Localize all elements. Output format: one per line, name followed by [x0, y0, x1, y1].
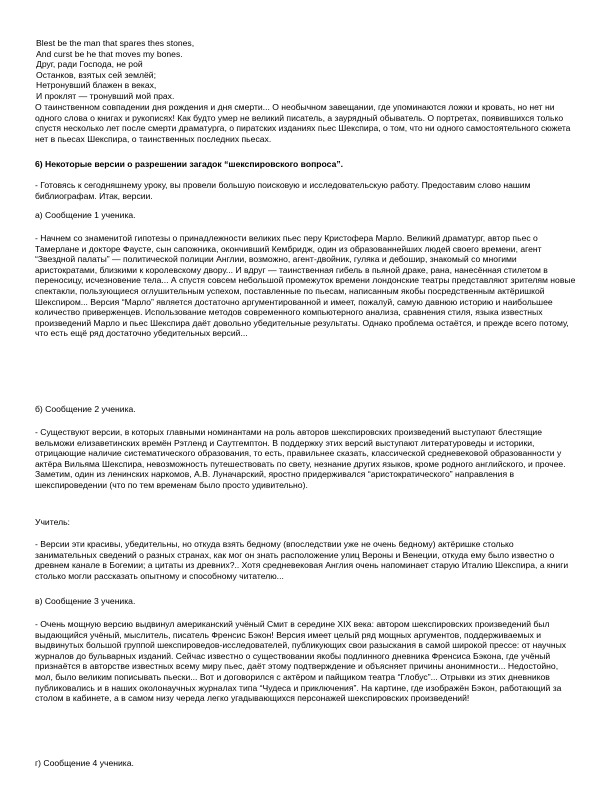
teacher-label: Учитель:: [35, 517, 70, 527]
paragraph-mysteries: О таинственном совпадении дня рождения и дня смерти... О необычном завещании, где упоминаются ложки и кровать, но нет ни одного слова о книгах и рукописях! Как будто умер не великий писатель, а заурядный обыватель. О портретах, появившихся только спустя несколько лет после смерти драматурга, о пиратских изданиях пьес Шекспира, о том, что ни одного самостоятельного сюжета нет в пьесах Шекспира, о таинственных последних пьесах.: [35, 102, 571, 144]
poem-line: And curst be he that moves my bones.: [36, 48, 183, 59]
report-1-heading: а) Сообщение 1 ученика.: [35, 210, 136, 220]
poem-line: Blest be the man that spares thes stones,: [36, 38, 195, 48]
report-3-heading: в) Сообщение 3 ученика.: [35, 596, 136, 606]
section-heading: 6) Некоторые версии о разрешении загадок “шекспировского вопроса”.: [35, 159, 344, 169]
paragraph-rutland: - Существуют версии, в которых главными номинантами на роль авторов шекспировских произведений выступают блестящие вельможи елизаветинских времён Рэтленд и Саутгемптон. В поддержку этих версий выступают литературоведы и историки, отрицающие наличие систематического образования, то есть, правильнее сказать, классической средневековой образованности у актёра Вильяма Шекспира, невозможность путешествовать по свету, незнание других языков, кроме родного английского, и прочее. Заметим, один из ленинских наркомов, А.В. Луначарский, яростно придерживался “аристократического” направления в шекспироведении (что по тем временам было просто удивительно).: [35, 427, 566, 490]
paragraph-intro: - Готовясь к сегодняшнему уроку, вы провели большую поисковую и исследовательскую работу. Предоставим слово нашим библиографам. Итак, версии.: [35, 180, 531, 201]
poem-line: Друг, ради Господа, не рой: [36, 59, 143, 70]
paragraph-marlowe: - Начнем со знаменитой гипотезы о принадлежности великих пьес перу Кристофера Марло. Великий драматург, автор пьес о Тамерлане и докторе Фаусте, сын сапожника, окончивший Кембридж, один из образованнейших людей своего времени, агент “Звездной палаты” — политической полиции Англии, возможно, агент-двойник, гуляка и дебошир, знакомый со многими аристократами, близкими к королевскому двору... И вдруг — таинственная гибель в пьяной драке, рана, нанесённая стилетом в переносицу, исчезновение тела... А спустя совсем небольшой промежуток времени лондонские театры представляют зрителям новые спектакли, пользующиеся оглушительным успехом, поставленные по пьесам, написанным якобы посредственным актёришкой Шекспиром... Версия “Марло” является достаточно аргументированной и имеет, пожалуй, самую давнюю историю и наибольшее количество приверженцев. Использование методов современного компьютерного анализа, сравнения стиля, языка известных произведений Марло и пьес Шекспира даёт довольно убедительные результаты. Однако проблема остаётся, и прежде всего потому, что есть ещё ряд достаточно убедительных версий...: [35, 233, 576, 339]
epitaph-poem: [36, 38, 194, 102]
paragraph-bacon: - Очень мощную версию выдвинул американский учёный Смит в середине XIX века: автором шекспировских произведений был выдающийся учёный, мыслитель, писатель Френсис Бэкон! Версия имеет целый ряд мощных аргументов, поддерживаемых и выдвинутых большой группой шекспироведов-исследователей, публикующих свои разыскания в самой широкой прессе: от научных журналов до бульварных изданий. Сейчас известно о существовании якобы подлинного дневника Френсиса Бэкона, где учёный признаётся в авторстве известных всему миру пьес, даёт этому подтверждение и объясняет причины анонимности... Недостойно, мол, было великим пописывать пьески... Вот и договорился с актёром и пайщиком театра “Глобус”... Отрывки из этих дневников публиковались и в наших околонаучных журналах типа “Чудеса и приключения”. На картине, где изображён Бэкон, работающий за столом в кабинете, а в самом низу череда легко угадывающихся персонажей шекспировских произведений!: [35, 619, 567, 704]
poem-line: И проклят — тронувший мой прах.: [36, 90, 175, 101]
poem-line: Останков, взятых сей землёй;: [36, 69, 156, 80]
poem-line: Нетронувший блажен в веках,: [36, 80, 157, 91]
report-4-heading: г) Сообщение 4 ученика.: [35, 758, 134, 768]
paragraph-teacher: - Версии эти красивы, убедительны, но откуда взять бедному (впоследствии уже не очень бедному) актёришке столько занимательных сведений о разных странах, как мог он знать расположение улиц Вероны и Венеции, откуда ему было известно о древнем канале в Богемии; а цитаты из древних?.. Хотя средневековая Англия очень напоминает старую Италию Шекспира, а книги столько могли рассказать опытному и способному читателю...: [35, 539, 569, 581]
report-2-heading: б) Сообщение 2 ученика.: [35, 404, 136, 414]
